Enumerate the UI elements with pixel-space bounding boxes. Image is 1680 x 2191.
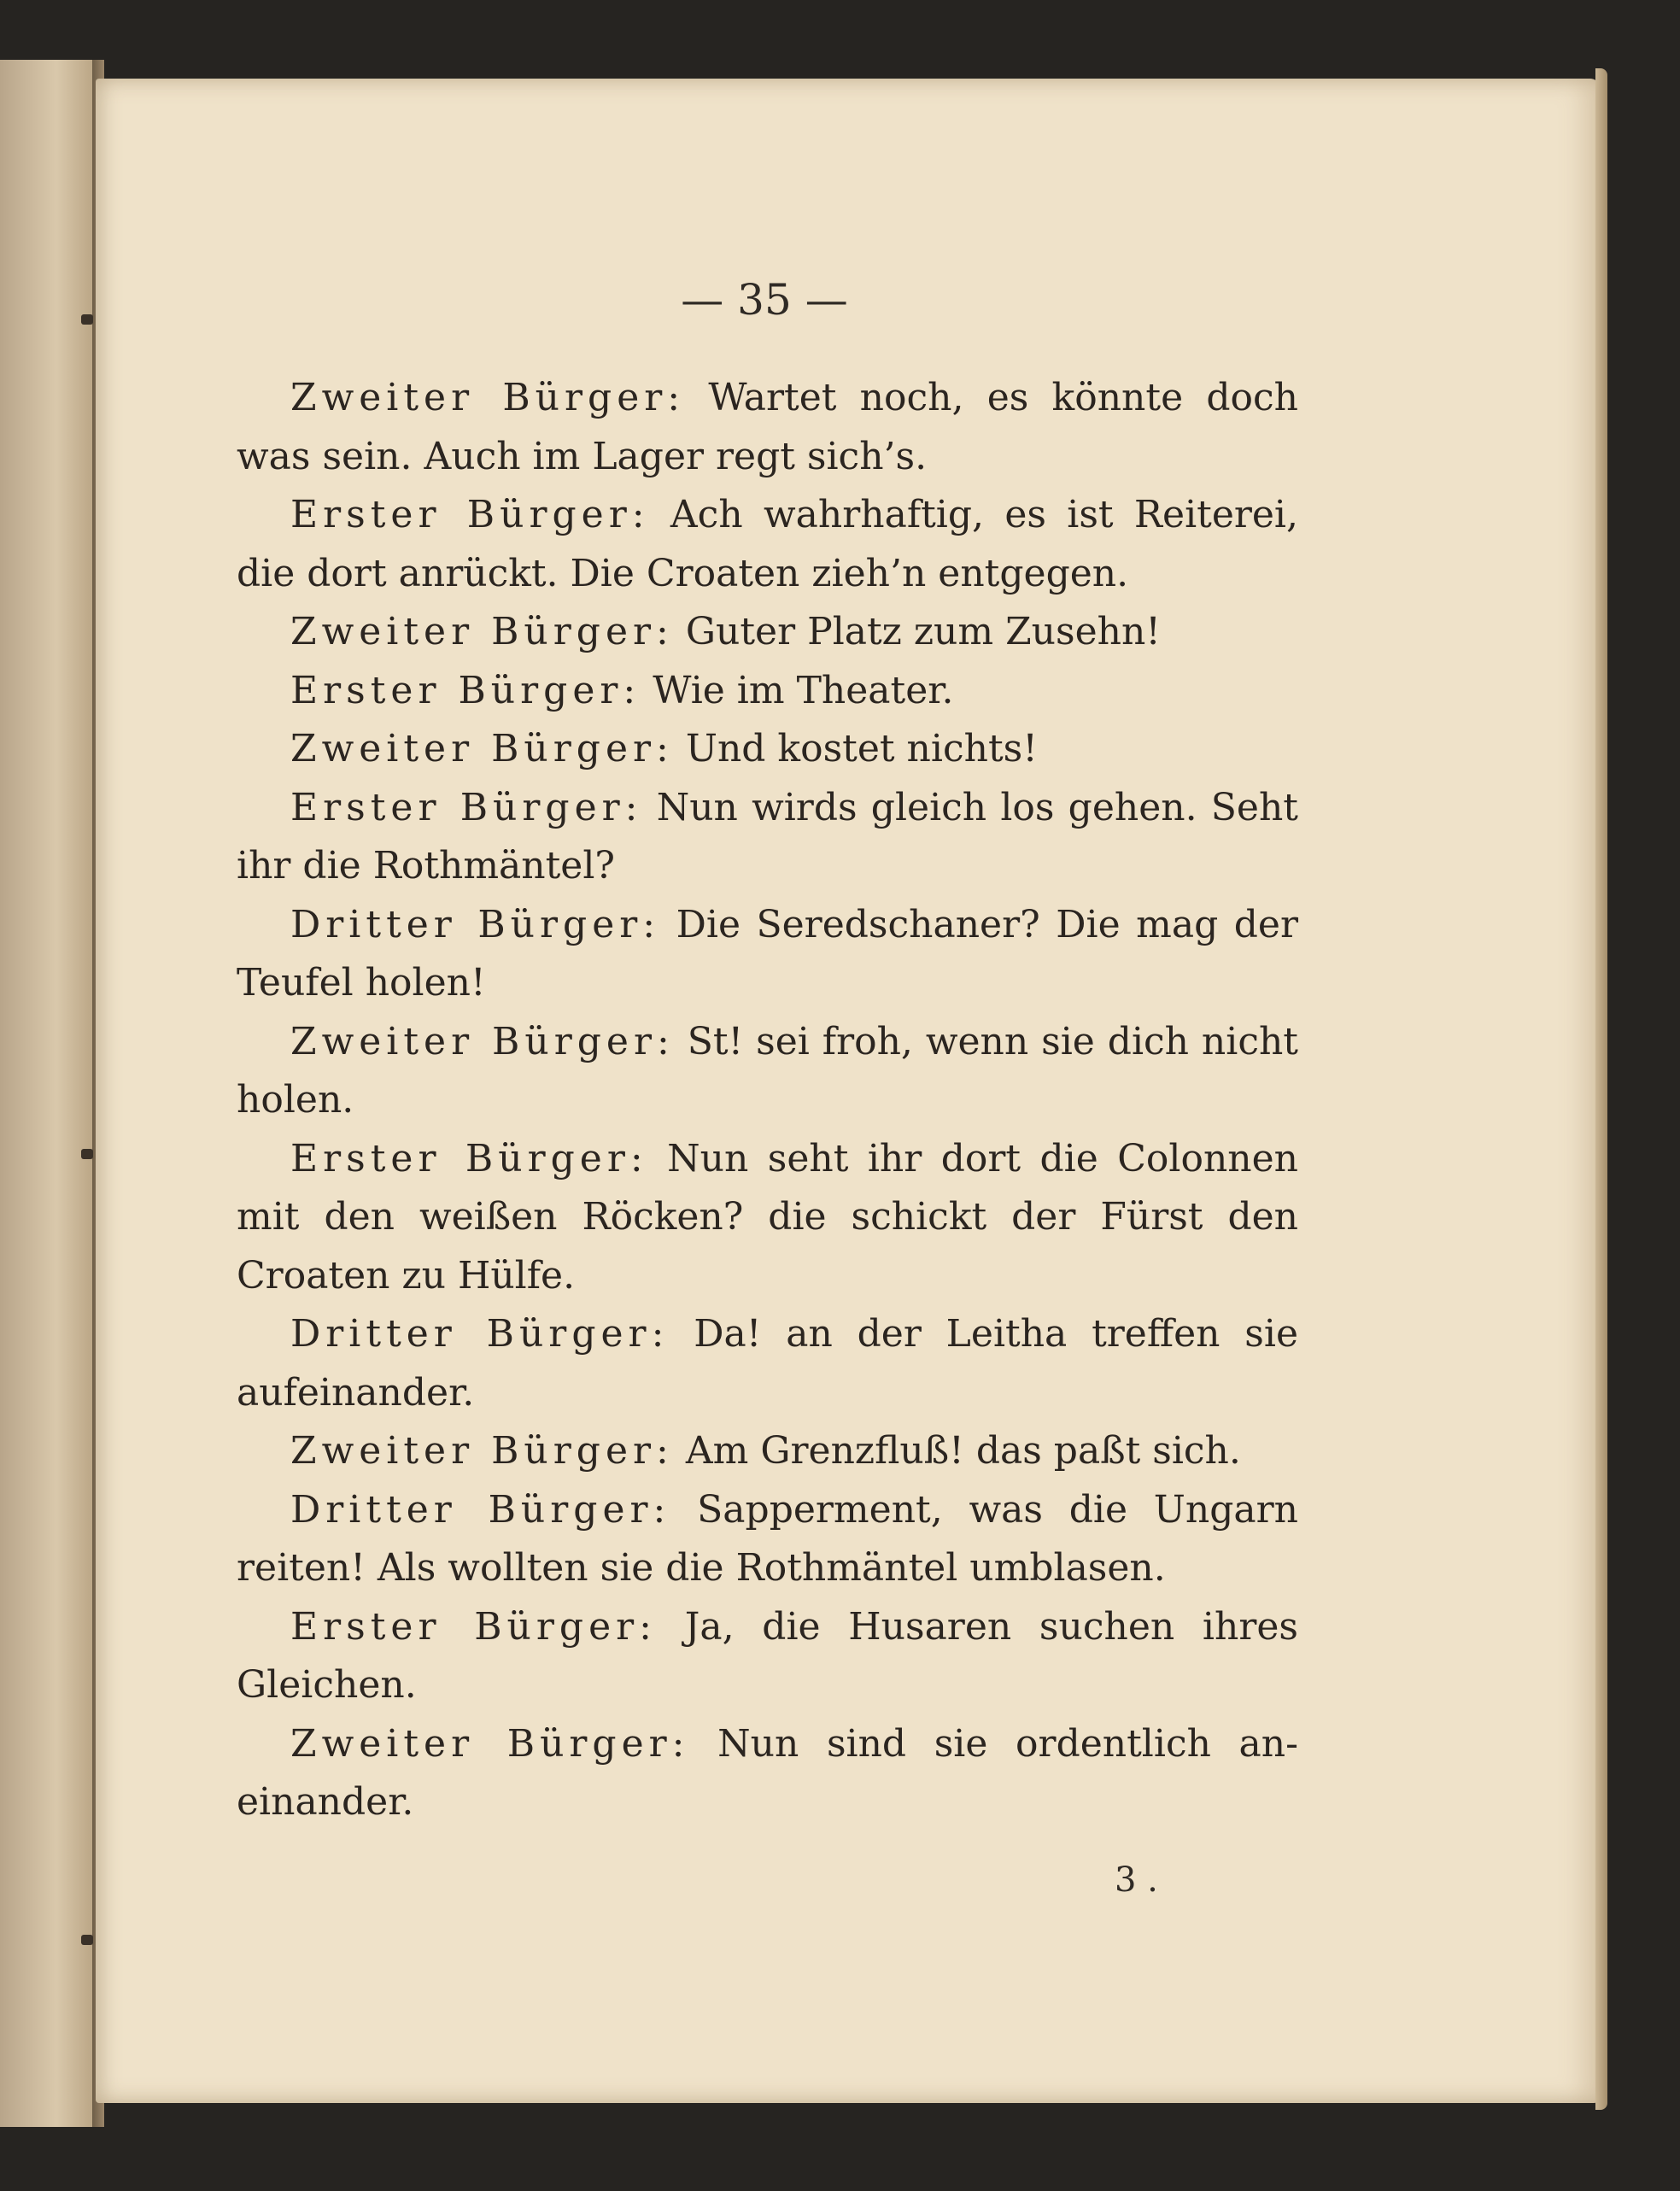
- binding-mark: [81, 1935, 93, 1945]
- dialogue-paragraph: [237, 1305, 1298, 1422]
- dialogue-line: Nun wirds gleich los gehen. Seht ihr die Rothmäntel?: [237, 785, 1298, 888]
- dialogue-line: Wie im Theater.: [653, 668, 954, 712]
- dialogue-paragraph: [237, 1598, 1298, 1715]
- dialogue-paragraph: [237, 1481, 1298, 1598]
- page-number: — 35 —: [681, 275, 848, 325]
- dialogue-paragraph: [237, 486, 1298, 603]
- dialogue-line: Ja, die Husaren suchen ihres Gleichen.: [237, 1604, 1298, 1707]
- dialogue-paragraph: [237, 1422, 1298, 1481]
- speaker-name: Zweiter Bürger:: [290, 1721, 690, 1766]
- dialogue-line: Guter Platz zum Zusehn!: [685, 610, 1161, 653]
- dialogue-line: Nun sind sie ordentlich an- einander.: [237, 1721, 1298, 1824]
- dialogue-line: Am Grenzfluß! das paßt sich.: [685, 1429, 1241, 1473]
- dialogue-line: Ach wahrhaftig, es ist Reiterei, die dort anrückt. Die Croaten zieh’n entgegen.: [237, 493, 1298, 595]
- dialogue-paragraph: [237, 779, 1298, 896]
- dialogue-paragraph: [237, 1715, 1298, 1832]
- dialogue-line: Wartet noch, es könnte doch was sein. Auch im Lager regt sich’s.: [237, 376, 1298, 478]
- dialogue-paragraph: [237, 662, 1298, 721]
- binding-mark: [81, 1149, 93, 1159]
- signature-mark: 3 .: [1115, 1860, 1158, 1900]
- speaker-name: Zweiter Bürger:: [290, 610, 674, 653]
- speaker-name: Dritter Bürger:: [290, 902, 661, 946]
- dialogue-paragraph: [237, 603, 1298, 662]
- speaker-name: Zweiter Bürger:: [290, 376, 686, 419]
- dialogue-line: Und kostet nichts!: [685, 727, 1038, 770]
- speaker-name: Zweiter Bürger:: [290, 1019, 675, 1063]
- left-page-edge: [0, 60, 102, 2127]
- dialogue-line: Sapperment, was die Ungarn reiten! Als wollten sie die Rothmäntel umblasen.: [237, 1487, 1298, 1590]
- dialogue-line: St! sei froh, wenn sie dich nicht holen.: [237, 1019, 1298, 1122]
- dialogue-paragraph: [237, 369, 1298, 486]
- speaker-name: Erster Bürger:: [290, 785, 643, 829]
- dialogue-text: [237, 369, 1298, 1832]
- dialogue-line: Da! an der Leitha treffen sie aufeinander.: [237, 1312, 1298, 1415]
- speaker-name: Erster Bürger:: [290, 493, 650, 536]
- speaker-name: Zweiter Bürger:: [290, 727, 674, 770]
- dialogue-line: Nun seht ihr dort die Colonnen mit den weißen Röcken? die schickt der Fürst den Croaten zu Hülfe.: [237, 1136, 1298, 1298]
- speaker-name: Erster Bürger:: [290, 1136, 648, 1180]
- speaker-name: Erster Bürger:: [290, 1604, 657, 1649]
- speaker-name: Erster Bürger:: [290, 668, 641, 712]
- speaker-name: Dritter Bürger:: [290, 1312, 670, 1356]
- dialogue-paragraph: [237, 1013, 1298, 1130]
- speaker-name: Dritter Bürger:: [290, 1487, 671, 1532]
- dialogue-paragraph: [237, 896, 1298, 1013]
- dialogue-paragraph: [237, 1130, 1298, 1306]
- dialogue-line: Die Seredschaner? Die mag der Teufel holen!: [237, 902, 1298, 1005]
- page-edge: [1595, 68, 1607, 2110]
- dialogue-paragraph: [237, 720, 1298, 779]
- speaker-name: Zweiter Bürger:: [290, 1429, 674, 1473]
